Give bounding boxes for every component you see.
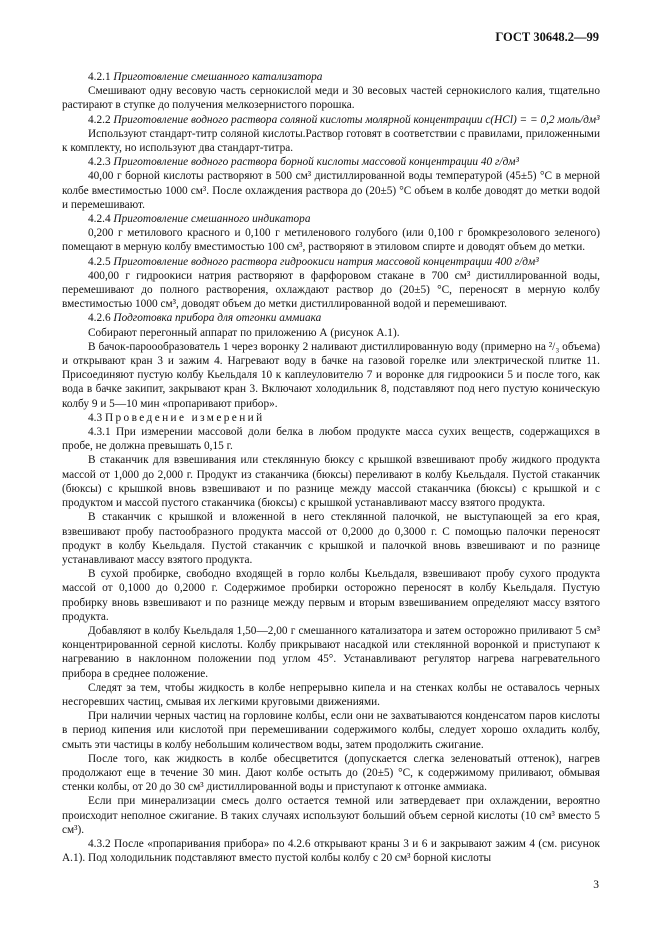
section-heading: 4.2.6 Подготовка прибора для отгонки аммиака <box>88 312 322 325</box>
page-number: 3 <box>593 879 599 891</box>
paragraph: Смешивают одну весовую часть сернокислой меди и 30 весовых частей сернокислого калия, тщательно растирают в ступке до получения мелкозернистого порошка. <box>62 85 600 112</box>
section-heading: 4.3 Проведение измерений <box>88 411 265 424</box>
paragraph: 4.3.1 При измерении массовой доли белка в любом продукте масса сухих веществ, содержащихся в пробе, не должна превышать 0,15 г. <box>62 426 600 453</box>
section-heading: 4.2.5 Приготовление водного раствора гидроокиси натрия массовой концентрации 400 г/дм³ <box>88 255 539 268</box>
paragraph: Используют стандарт-титр соляной кислоты.Раствор готовят в соответствии с правилами, приложенными к комплекту, но используют два стандарт-титра. <box>62 127 600 155</box>
paragraph: В стаканчик для взвешивания или стеклянную бюксу с крышкой взвешивают пробу жидкого продукта массой от 1,000 до 2,000 г. Продукт из стаканчика (бюксы) переливают в колбу Кьельдаля. Пустой стаканчик (бюксы) с крышкой вновь взвешивают и по разнице между массой стаканчика (бюксы) с крышкой и с продуктом и массой пустого стаканчика (бюксы) с крышкой устанавливают массу взятого продукта. <box>62 454 600 510</box>
paragraph: 0,200 г метилового красного и 0,100 г метиленового голубого (или 0,100 г бромкрезолового зеленого) помещают в мерную колбу вместимостью 100 см³, растворяют в этиловом спирте и доводят объем до метки. <box>62 227 600 254</box>
document-body <box>62 70 600 865</box>
section-heading: 4.2.3 Приготовление водного раствора борной кислоты массовой концентрации 40 г/дм³ <box>88 156 519 169</box>
paragraph: 40,00 г борной кислоты растворяют в 500 см³ дистиллированной воды температурой (45±5) °С в мерной колбе вместимостью 1000 см³. После охлаждения раствора до (20±5) °С объем в колбе доводят до метки водой и перемешивают. <box>62 170 600 211</box>
paragraph: 400,00 г гидроокиси натрия растворяют в фарфоровом стакане в 700 см³ дистиллированной воды, перемешивают до полного растворения, охлаждают раствор до (20±5) °С, переносят в мерную колбу вместимостью 1000 см³, доводят объем до метки дистиллированной водой и перемешивают. <box>62 269 600 311</box>
paragraph: В сухой пробирке, свободно входящей в горло колбы Кьельдаля, взвешивают пробу сухого продукта массой от 0,1000 до 0,2000 г. Содержимое пробирки осторожно переносят в колбу Кьельдаля. Пустую пробирку вновь взвешивают и по разнице между первым и вторым взвешиванием определяют массу взятого продукта. <box>62 568 600 623</box>
paragraph: Следят за тем, чтобы жидкость в колбе непрерывно кипела и на стенках колбы не оставалось черных несгоревших частиц, смывая их легкими круговыми движениями. <box>62 681 600 708</box>
paragraph: В стаканчик с крышкой и вложенной в него стеклянной палочкой, не выступающей за его края, взвешивают пробу пастообразного продукта массой от 0,2000 до 0,3000 г. С помощью палочки переносят продукт в колбу Кьельдаля. Пустой стаканчик с крышкой и палочкой вновь взвешивают и по разнице устанавливают массу взятого продукта. <box>62 511 600 566</box>
paragraph: Собирают перегонный аппарат по приложению А (рисунок А.1). <box>88 326 400 339</box>
section-heading: 4.2.4 Приготовление смешанного индикатора <box>88 213 311 226</box>
paragraph: Если при минерализации смесь долго остается темной или затвердевает при охлаждении, вероятно происходит неполное сжигание. В таких случаях используют больший объем серной кислоты (10 см³ вместо 5 см³). <box>62 795 600 836</box>
section-heading: 4.2.1 Приготовление смешанного катализатора <box>88 71 323 83</box>
paragraph: После того, как жидкость в колбе обесцветится (допускается слегка зеленоватый оттенок), нагрев продолжают еще в течение 30 мин. Дают колбе остыть до (20±5) °С, к содержимому приливают, обмывая стенки колбы, от 20 до 30 см³ дистиллированной воды и приступают к отгонке аммиака. <box>62 752 600 794</box>
document-header: ГОСТ 30648.2—99 <box>495 30 599 44</box>
paragraph: 4.3.2 После «пропаривания прибора» по 4.2.6 открывают краны 3 и 6 и закрывают зажим 4 (см. рисунок А.1). Под холодильник подставляют вместо пустой колбы колбу с 20 см³ борной кислоты <box>62 837 600 865</box>
paragraph: В бачок-пароообразователь 1 через воронку 2 наливают дистиллированную воду (примерно на ²/₃ объема) и открывают кран 3 и зажим 4. Нагревают воду в бачке на газовой горелке или электрической плитке 11. Присоединяют пустую колбу Кьельдаля 10 к каплеуловителю 7 и воронке для гидроокиси 5 и после того, как вода в бачке закипит, закрывают кран 3. Включают холодильник 8, подставляют под него пустую коническую колбу 9 и 5—10 мин «пропаривают прибор». <box>62 340 600 410</box>
paragraph: Добавляют в колбу Кьельдаля 1,50—2,00 г смешанного катализатора и затем осторожно приливают 5 см³ концентрированной серной кислоты. Колбу прикрывают насадкой или стеклянной воронкой и приступают к нагреванию в наклонном положении под углом 45°. Устанавливают регулятор нагрева нагревательного прибора в среднее положение. <box>62 624 600 680</box>
section-heading: 4.2.2 Приготовление водного раствора соляной кислоты молярной концентрации c(HCl) = = 0,2 моль/дм³ <box>88 113 600 126</box>
paragraph: При наличии черных частиц на горловине колбы, если они не захватываются конденсатом паров кислоты в период кипения или кислотой при перемешивании содержимого колбы, следует хорошо охладить колбу, смыть эти частицы в колбу небольшим количеством воды, затем продолжить сжигание. <box>62 710 600 751</box>
